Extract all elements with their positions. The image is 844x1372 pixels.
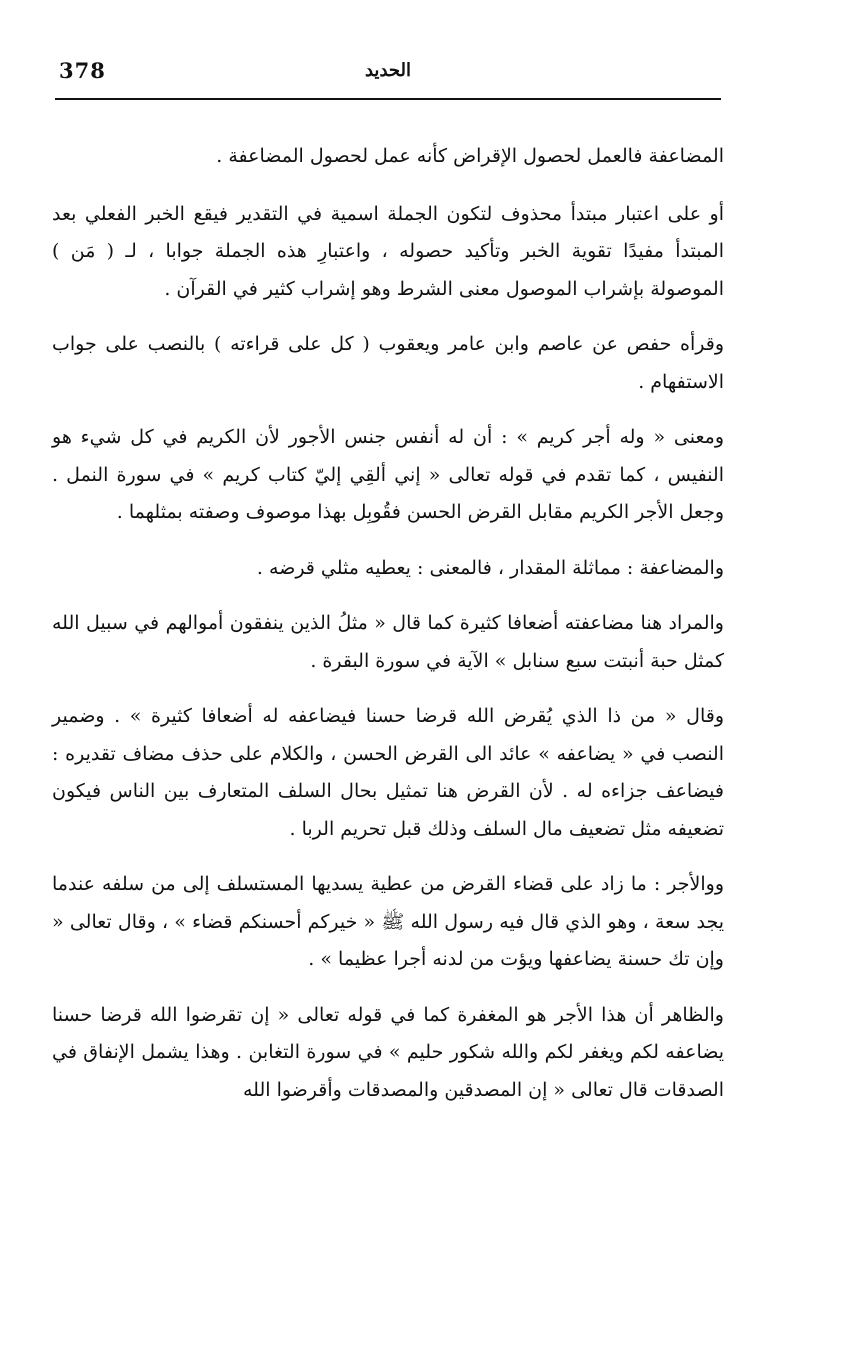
paragraph: وقال « من ذا الذي يُقرض الله قرضا حسنا فيضاعفه له أضعافا كثيرة » . وضمير النصب في « يضاعفه » عائد الى القرض الحسن ، والكلام على حذف مضاف تقديره : فيضاعف جزاءه له . لأن القرض هنا تمثيل بحال السلف المتعارف بين الناس فيكون تضعيفه مثل تضعيف مال السلف وذلك قبل تحريم الربا . (52, 705, 724, 840)
paragraph: والمراد هنا مضاعفته أضعافا كثيرة كما قال « مثلُ الذين ينفقون أموالهم في سبيل الله كمثل حبة أنبتت سبع سنابل » الآية في سورة البقرة . (52, 612, 724, 672)
paragraph: ووالأجر : ما زاد على قضاء القرض من عطية يسديها المستسلف إلى من سلفه عندما يجد سعة ، وهو الذي قال فيه رسول الله ﷺ « خيركم أحسنكم قضاء » ، وقال تعالى « وإن تك حسنة يضاعفها ويؤت من لدنه أجرا عظيما » . (52, 873, 724, 970)
paragraph: المضاعفة فالعمل لحصول الإقراض كأنه عمل لحصول المضاعفة . (216, 145, 724, 167)
paragraph: والمضاعفة : مماثلة المقدار ، فالمعنى : يعطيه مثلي قرضه . (256, 556, 724, 579)
page-body (52, 138, 724, 1127)
page-number: 378 (59, 58, 106, 83)
paragraph: والظاهر أن هذا الأجر هو المغفرة كما في قوله تعالى « إن تقرضوا الله قرضا حسنا يضاعفه لكم ويغفر لكم والله شكور حليم » في سورة التغابن . وهذا يشمل الإنفاق في الصدقات قال تعالى « إن المصدقين والمصدقات وأقرضوا الله (52, 1003, 724, 1101)
paragraph: أو على اعتبار مبتدأ محذوف لتكون الجملة اسمية في التقدير فيقع الخبر الفعلي بعد المبتدأ مفيدًا تقوية الخبر وتأكيد حصوله ، واعتبارِ هذه الجملة جوابا ، لـ ( مَن ) الموصولة بإشراب الموصول معنى الشرط وهو إشراب كثير في القرآن . (52, 202, 724, 300)
page-header (55, 56, 721, 100)
paragraph: ومعنى « وله أجر كريم » : أن له أنفس جنس الأجور لأن الكريم في كل شيء هو النفيس ، كما تقدم في قوله تعالى « إني ألقِي إليّ كتاب كريم » في سورة النمل . وجعل الأجر الكريم مقابل القرض الحسن فقُوبِل بهذا موصوف وصفته بمثلهما . (52, 426, 724, 523)
surah-title: الحديد (364, 60, 411, 81)
paragraph: وقرأه حفص عن عاصم وابن عامر ويعقوب ( كل على قراءته ) بالنصب على جواب الاستفهام . (52, 333, 724, 393)
